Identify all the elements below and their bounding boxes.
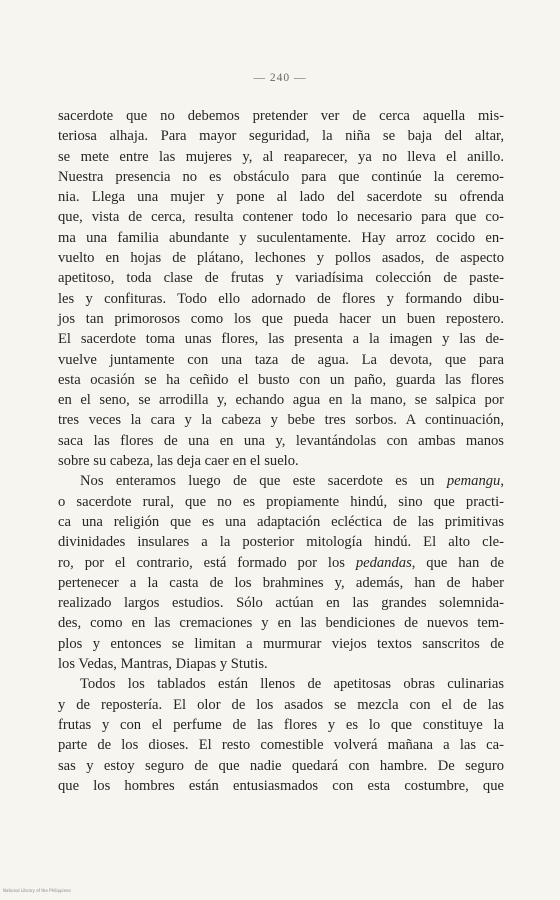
- text-line: teriosa alhaja. Para mayor seguridad, la niña se baja del altar,: [58, 128, 504, 145]
- text-line: en el seno, se arrodilla y, echando agua en la mano, se salpica por: [58, 392, 504, 409]
- text-line: realizado largos estudios. Sólo actúan en las grandes solemnida-: [58, 595, 504, 612]
- text-line: El sacerdote toma unas flores, las presenta a la imagen y las de-: [58, 331, 504, 348]
- text-line: frutas y con el perfume de las flores y es lo que constituye la: [58, 716, 504, 733]
- text-line: que, vista de cerca, resulta contener todo lo necesario para que co-: [58, 209, 504, 226]
- text-line: vuelto en hojas de plátano, lechones y pollos asados, de aspecto: [58, 250, 504, 267]
- text-line: Todos los tablados están llenos de apetitosas obras culinarias: [80, 676, 504, 693]
- text-line: des, como en las cremaciones y en las bendiciones de nuevos tem-: [58, 615, 504, 632]
- text-line: vuelve juntamente con una taza de agua. La devota, que para: [58, 351, 504, 368]
- text-line: ca una religión que es una adaptación ecléctica de las primitivas: [58, 513, 504, 530]
- text-line: que los hombres están entusiasmados con esta costumbre, que: [58, 777, 504, 794]
- text-line: saca las flores de una en una y, levantándolas con ambas manos: [58, 432, 504, 449]
- text-line: divinidades insulares a la posterior mitología hindú. El alto cle-: [58, 534, 504, 551]
- text-line: nia. Llega una mujer y pone al lado del sacerdote su ofrenda: [58, 189, 504, 206]
- text-line: los Vedas, Mantras, Diapas y Stutis.: [58, 656, 268, 673]
- text-line: les y confituras. Todo ello adornado de flores y formando dibu-: [58, 290, 504, 307]
- text-line: sobre su cabeza, las deja caer en el suelo.: [58, 453, 299, 470]
- text-line: Nuestra presencia no es obstáculo para que continúe la ceremo-: [58, 168, 504, 185]
- text-line: pertenecer a la casta de los brahmines y, además, han de haber: [58, 574, 504, 591]
- body-text: [58, 106, 504, 796]
- text-line: apetitoso, toda clase de frutas y variadísima colección de paste-: [58, 270, 504, 287]
- text-line: o sacerdote rural, que no es propiamente hindú, sino que practi-: [58, 493, 504, 510]
- text-line: Nos enteramos luego de que este sacerdote es un pemangu,: [80, 473, 504, 490]
- text-line: ro, por el contrario, está formado por los pedandas, que han de: [58, 554, 504, 571]
- text-line: y de repostería. El olor de los asados se mezcla con el de las: [58, 696, 504, 713]
- text-line: sas y estoy seguro de que nadie quedará con hambre. De seguro: [58, 757, 504, 774]
- text-line: parte de los dioses. El resto comestible volverá mañana a las ca-: [58, 737, 504, 754]
- text-line: jos tan primorosos como los que pueda hacer un buen repostero.: [58, 310, 504, 327]
- text-line: sacerdote que no debemos pretender ver de cerca aquella mis-: [58, 108, 504, 124]
- page-number: — 240 —: [253, 72, 307, 84]
- text-line: esta ocasión se ha ceñido el busto con un paño, guarda las flores: [58, 371, 504, 388]
- text-line: se mete entre las mujeres y, al reaparecer, ya no lleva el anillo.: [58, 148, 504, 165]
- text-line: tres veces la cara y la cabeza y bebe tres sorbos. A continuación,: [58, 412, 504, 429]
- text-line: plos y entonces se limitan a murmurar viejos textos sanscritos de: [58, 635, 504, 652]
- library-watermark: National Library of the Philippines: [3, 888, 71, 893]
- text-line: ma una familia abundante y suculentamente. Hay arroz cocido en-: [58, 229, 504, 246]
